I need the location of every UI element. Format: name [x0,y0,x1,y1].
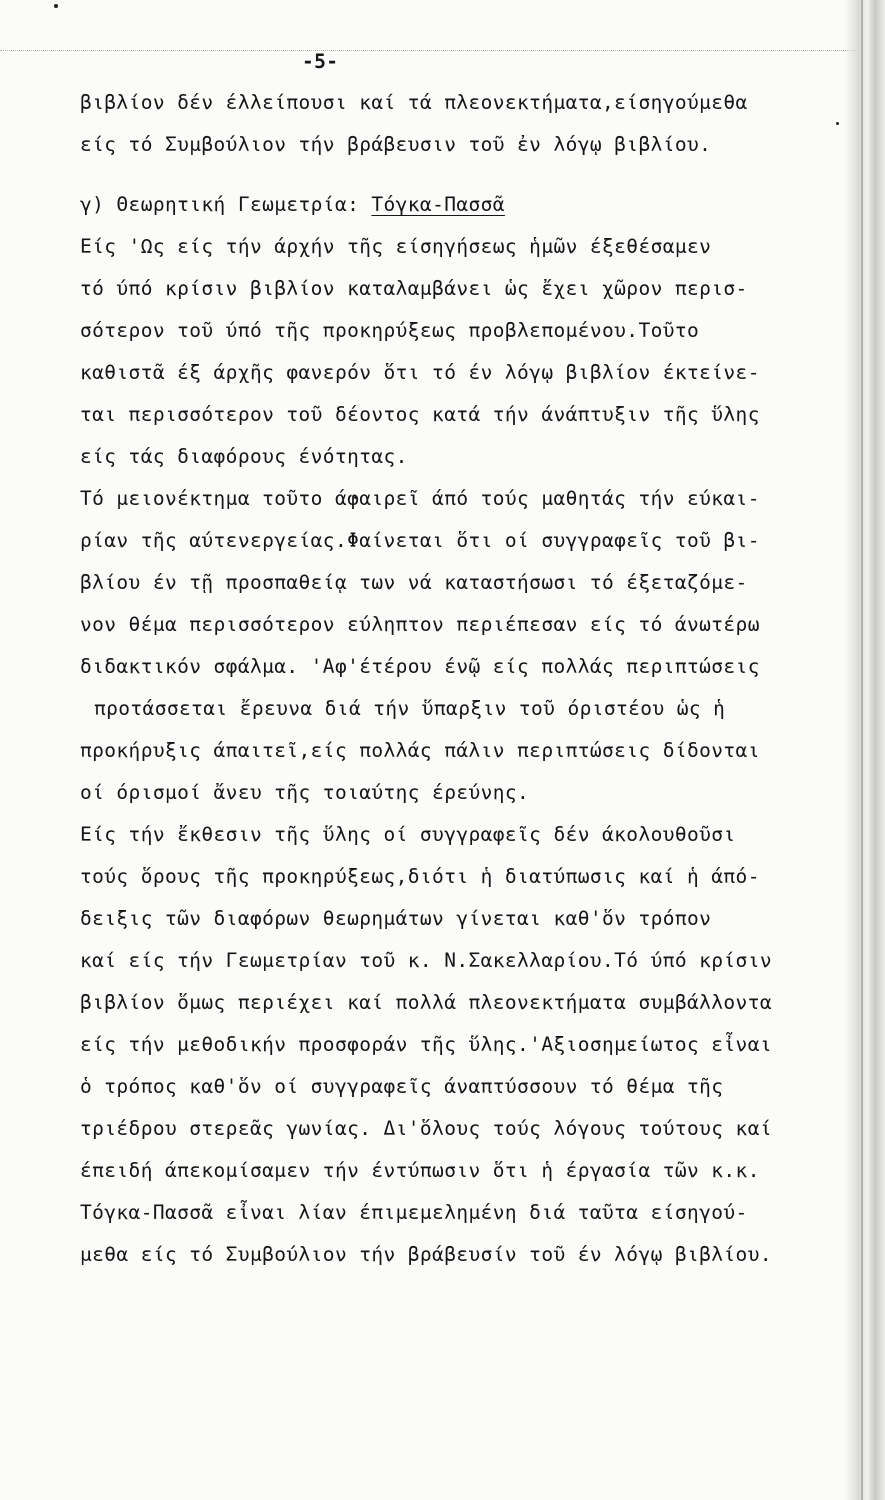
text-line: προτάσσεται ἔρευνα διά τήν ὕπαρξιν τοῦ όριστέου ὡς ἡ [94,697,726,720]
text-line: καί είς τήν Γεωμετρίαν τοῦ κ. Ν.Σακελλαρίου.Τό ύπό κρίσιν [80,949,772,972]
text-line: διδακτικόν σφάλμα. 'Αφ'έτέρου ένῷ είς πολλάς περιπτώσεις [80,655,760,678]
text-line: Είς τήν ἔκθεσιν τῆς ὕλης οί συγγραφεῖς δέν άκολουθοῦσι [80,823,736,846]
text-line: βλίου έν τῇ προσπαθείᾳ των νά καταστήσωσι τό έξεταζόμε- [80,571,748,594]
page-edge-line [861,0,863,1500]
text-line: καθιστᾶ έξ άρχῆς φανερόν ὅτι τό έν λόγῳ βιβλίον έκτείνε- [80,361,760,384]
text-line: νον θέμα περισσότερον εύληπτον περιέπεσαν είς τό άνωτέρω [80,613,760,636]
page-number: -5- [302,50,339,73]
text-line: δειξις τῶν διαφόρων θεωρημάτων γίνεται καθ'ὅν τρόπον [80,907,712,930]
text-line: ὁ τρόπος καθ'ὅν οί συγγραφεῖς άναπτύσσουν τό θέμα τῆς [80,1075,724,1098]
typed-text-body [80,42,840,1276]
section-heading-label: γ) Θεωρητική Γεωμετρία: [80,193,360,216]
text-line: είς τάς διαφόρους ένότητας. [80,445,408,468]
text-line: Τό μειονέκτημα τοῦτο άφαιρεῖ άπό τούς μαθητάς τήν εύκαι- [80,487,760,510]
text-line: ται περισσότερον τοῦ δέοντος κατά τήν άνάπτυξιν τῆς ὕλης [80,403,760,426]
text-line: είς τήν μεθοδικήν προσφοράν τῆς ὕλης.'Αξιοσημείωτος εἶναι [80,1033,772,1056]
text-line: βιβλίον ὅμως περιέχει καί πολλά πλεονεκτήματα συμβάλλοντα [80,991,772,1014]
text-line: οί όρισμοί ἄνευ τῆς τοιαύτης έρεύνης. [80,781,530,804]
text-line: έπειδή άπεκομίσαμεν τήν έντύπωσιν ὅτι ἡ έργασία τῶν κ.κ. [80,1159,760,1182]
text-line: σότερον τοῦ ύπό τῆς προκηρύξεως προβλεπομένου.Τοῦτο [80,319,700,342]
text-line: Είς 'Ως είς τήν άρχήν τῆς είσηγήσεως ἡμῶν έξεθέσαμεν [80,235,712,258]
text-line: είς τό Συμβούλιον τήν βράβευσιν τοῦ ἐν λόγῳ βιβλίου. [80,133,712,156]
text-line: βιβλίον δέν έλλείπουσι καί τά πλεονεκτήματα,είσηγούμεθα [80,91,748,114]
text-line: τό ύπό κρίσιν βιβλίον καταλαμβάνει ὡς ἔχει χῶρον περισ- [80,277,748,300]
section-heading [80,184,840,226]
text-line: Τόγκα-Πασσᾶ εἶναι λίαν έπιμεμελημένη διά ταῦτα είσηγού- [80,1201,748,1224]
page-edge-shadow [845,0,885,1500]
text-line: τούς ὅρους τῆς προκηρύξεως,διότι ἡ διατύπωσις καί ἡ άπό- [80,865,760,888]
text-line: μεθα είς τό Συμβούλιον τήν βράβευσίν τοῦ έν λόγῳ βιβλίου. [80,1243,772,1266]
section-heading-authors: Τόγκα-Πασσᾶ [371,193,505,216]
text-line: τριέδρου στερεᾶς γωνίας. Δι'ὅλους τούς λόγους τούτους καί [80,1117,772,1140]
text-line: ρίαν τῆς αύτενεργείας.Φαίνεται ὅτι οί συγγραφεῖς τοῦ βι- [80,529,760,552]
scan-speck [54,4,58,8]
blank-line [80,166,840,184]
text-line: προκήρυξις άπαιτεῖ,είς πολλάς πάλιν περιπτώσεις δίδονται [80,739,760,762]
